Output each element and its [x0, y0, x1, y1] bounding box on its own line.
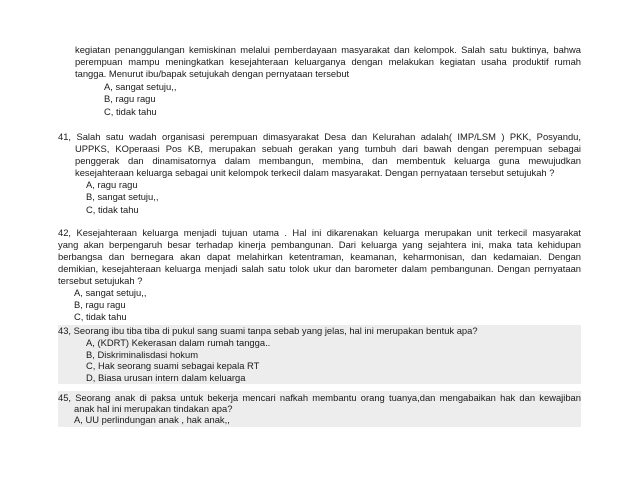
q43-option-d: D, Biasa urusan intern dalam keluarga: [86, 372, 246, 383]
q41-option-c: C, tidak tahu: [86, 204, 139, 215]
q42-option-c: C, tidak tahu: [74, 311, 127, 322]
q45-line-1: 45, Seorang anak di paksa untuk bekerja mencari nafkah membantu orang tuanya,dan mengabaikan hak dan kewajiban: [58, 392, 581, 403]
q42-line-5: tersebut setujukah ?: [58, 275, 143, 286]
q42-line-3: berbangsa dan bernegara akan dapat melahirkan ketentraman, keamanan, keharmonisan, dan kedamaian. Dengan: [58, 251, 581, 262]
intro-line-1: kegiatan penanggulangan kemiskinan melalui pemberdayaan masyarakat dan kelompok. Salah satu buktinya, bahwa: [75, 44, 581, 55]
q42-line-2: yang akan berpengaruh besar terhadap kinerja pembangunan. Dari keluarga yang sejahtera ini, maka tata kehidupan: [58, 239, 581, 250]
q45-line-2: anak hal ini merupakan tindakan apa?: [74, 403, 233, 414]
q42-option-b: B, ragu ragu: [74, 299, 126, 310]
q41-line-2: UPPKS, KOperaasi Pos KB, merupakan sebuah gerakan yang tumbuh dari bawah dengan perempuan sebagai: [75, 143, 581, 154]
q43-option-b: B, Diskriminalisdasi hokum: [86, 349, 199, 360]
intro-option-c: C, tidak tahu: [104, 106, 157, 117]
intro-option-b: B, ragu ragu: [104, 93, 156, 104]
intro-option-a: A, sangat setuju,,: [104, 81, 177, 92]
q41-line-1: 41, Salah satu wadah organisasi perempuan dimasyarakat Desa dan Kelurahan adalah( IMP/LSM ) PKK, Posyandu,: [58, 131, 581, 142]
q43-option-a: A, (KDRT) Kekerasan dalam rumah tangga..: [86, 337, 271, 348]
q45-option-a: A, UU perlindungan anak , hak anak,,: [74, 414, 230, 425]
q42-line-4: demikian, kesejahteraan keluarga menjadi salah satu tolok ukur dan barometer dalam pembangunan. Dengan pernyataan: [58, 263, 581, 274]
intro-line-2: perempuan mampu meningkatkan kesejahteraan keluarganya dengan melakukan kegiatan usaha produktif rumah: [75, 56, 581, 67]
q42-line-1: 42, Kesejahteraan keluarga menjadi tujuan utama . Hal ini dikarenakan keluarga merupakan unit terkecil masyarakat: [58, 227, 581, 238]
intro-line-3: tangga. Menurut ibu/bapak setujukah dengan pernyataan tersebut: [75, 68, 350, 79]
q43-option-c: C, Hak seorang suami sebagai kepala RT: [86, 360, 260, 371]
q43-question: 43, Seorang ibu tiba tiba di pukul sang suami tanpa sebab yang jelas, hal ini merupakan bentuk apa?: [58, 325, 478, 336]
q41-option-b: B, sangat setuju,,: [86, 191, 159, 202]
q41-option-a: A, ragu ragu: [86, 179, 138, 190]
q42-option-a: A, sangat setuju,,: [74, 287, 147, 298]
q41-line-3: penggerak dan dinamisatornya dalam membangun, membina, dan membentuk keluarga guna mewujudkan: [75, 155, 581, 166]
q41-line-4: kesejahteraan keluarga sebagai unit kelompok terkecil dalam masyarakat. Dengan pernyataan tersebut setujukah ?: [75, 167, 555, 178]
